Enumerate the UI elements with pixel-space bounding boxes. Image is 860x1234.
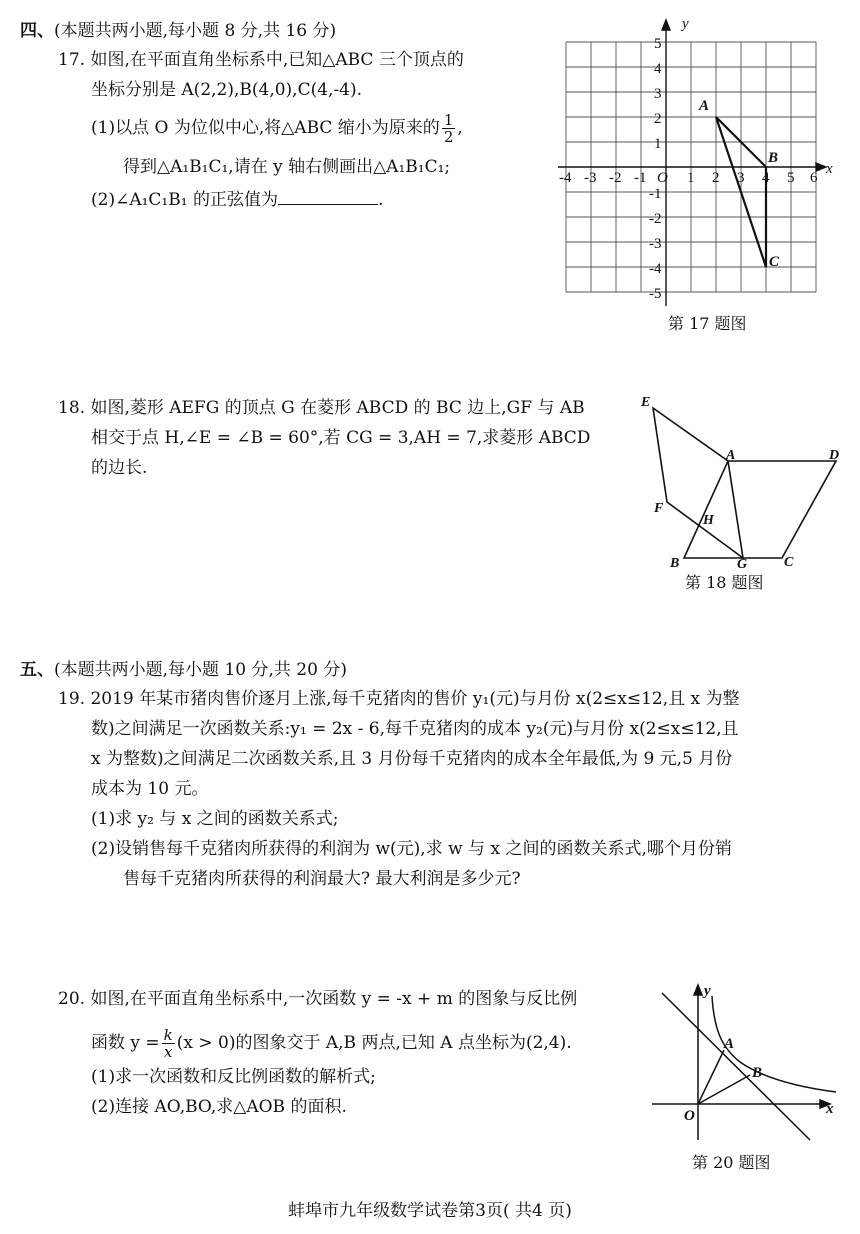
q17-part-1-line-2: 得到△A₁B₁C₁,请在 y 轴右侧画出△A₁B₁C₁; bbox=[123, 157, 451, 177]
fraction-one-half bbox=[442, 112, 456, 145]
q17-part-1-comma: , bbox=[457, 118, 463, 138]
q19-part-1: (1)求 y₂ 与 x 之间的函数关系式; bbox=[91, 809, 339, 829]
section-5-heading bbox=[20, 659, 347, 681]
q17-line-2: 坐标分别是 A(2,2),B(4,0),C(4,-4). bbox=[91, 80, 363, 100]
q18-line-3: 的边长. bbox=[91, 458, 148, 478]
y-tick: -2 bbox=[649, 211, 662, 227]
y-tick: -5 bbox=[649, 286, 662, 302]
fraction-k-over-x bbox=[162, 1027, 175, 1060]
point-b-label: B bbox=[752, 1065, 763, 1081]
point-b-label: B bbox=[670, 556, 680, 570]
q20-line-2-end: (x > 0)的图象交于 A,B 两点,已知 A 点坐标为(2,4). bbox=[176, 1033, 572, 1053]
answer-blank bbox=[278, 188, 378, 205]
x-tick: 1 bbox=[687, 170, 695, 186]
figure-18-caption: 第 18 题图 bbox=[685, 573, 764, 592]
section-5-number: 五、 bbox=[20, 660, 54, 680]
x-tick: 6 bbox=[810, 170, 818, 186]
point-a-label: A bbox=[726, 448, 736, 463]
q19-line-3: x 为整数)之间满足二次函数关系,且 3 月份每千克猪肉的成本全年最低,为 9 元,5 月份 bbox=[91, 749, 733, 769]
q19-line-1: 19. 2019 年某市猪肉售价逐月上涨,每千克猪肉的售价 y₁(元)与月份 x(2≤x≤12,且 x 为整 bbox=[58, 689, 740, 709]
figure-17-caption: 第 17 题图 bbox=[668, 314, 747, 333]
q19-part-2-line-2: 售每千克猪肉所获得的利润最大? 最大利润是多少元? bbox=[123, 869, 521, 889]
vertex-c-label: C bbox=[769, 254, 780, 270]
x-tick: -2 bbox=[609, 170, 622, 186]
point-a-label: A bbox=[724, 1036, 735, 1052]
y-tick: -1 bbox=[649, 186, 662, 202]
point-g-label: G bbox=[737, 557, 748, 570]
page-footer: 蚌埠市九年级数学试卷第3页( 共4 页) bbox=[288, 1201, 572, 1221]
x-tick: -4 bbox=[559, 170, 572, 186]
fraction-denominator: 2 bbox=[443, 128, 454, 146]
y-tick: 3 bbox=[654, 86, 662, 102]
origin-label: O bbox=[684, 1108, 695, 1124]
figure-17-coordinate-grid bbox=[555, 15, 840, 315]
q17-part-2-end: . bbox=[377, 190, 384, 210]
q19-line-2: 数)之间满足一次函数关系:y₁ = 2x - 6,每千克猪肉的成本 y₂(元)与月份 x(2≤x≤12,且 bbox=[91, 719, 739, 739]
x-tick: -3 bbox=[584, 170, 597, 186]
figure-18-rhombus-diagram bbox=[630, 390, 850, 570]
q17-part-2-text: (2)∠A₁C₁B₁ 的正弦值为 bbox=[91, 190, 278, 210]
x-tick: 2 bbox=[712, 170, 720, 186]
x-tick: -1 bbox=[634, 170, 647, 186]
y-tick: 1 bbox=[654, 136, 662, 152]
x-tick: 3 bbox=[737, 170, 745, 186]
x-axis-label: x bbox=[826, 161, 833, 177]
point-c-label: C bbox=[784, 555, 794, 570]
y-tick: 4 bbox=[654, 61, 662, 77]
section-5-description: (本题共两小题,每小题 10 分,共 20 分) bbox=[54, 660, 347, 680]
section-4-heading bbox=[20, 20, 336, 42]
y-tick: 5 bbox=[654, 36, 662, 52]
y-tick: 2 bbox=[654, 111, 662, 127]
y-tick: -4 bbox=[649, 261, 662, 277]
vertex-b-label: B bbox=[768, 150, 779, 166]
y-axis-label: y bbox=[682, 16, 689, 32]
q18-line-2: 相交于点 H,∠E = ∠B = 60°,若 CG = 3,AH = 7,求菱形 ABCD bbox=[91, 428, 591, 448]
q19-part-2-line-1: (2)设销售每千克猪肉所获得的利润为 w(元),求 w 与 x 之间的函数关系式,哪个月份销 bbox=[91, 839, 732, 859]
x-tick: 5 bbox=[787, 170, 795, 186]
q19-line-4: 成本为 10 元。 bbox=[91, 779, 209, 799]
point-d-label: D bbox=[829, 448, 840, 463]
q17-line-1: 17. 如图,在平面直角坐标系中,已知△ABC 三个顶点的 bbox=[58, 50, 464, 70]
point-e-label: E bbox=[641, 395, 651, 410]
section-4-description: (本题共两小题,每小题 8 分,共 16 分) bbox=[54, 21, 337, 41]
figure-20-function-graph bbox=[645, 975, 845, 1155]
origin-label: O bbox=[657, 170, 668, 186]
x-axis-label: x bbox=[826, 1101, 834, 1117]
figure-20-caption: 第 20 题图 bbox=[692, 1153, 771, 1172]
x-tick: 4 bbox=[762, 170, 770, 186]
point-h-label: H bbox=[703, 513, 714, 528]
section-4-number: 四、 bbox=[20, 21, 54, 41]
y-tick: -3 bbox=[649, 236, 662, 252]
q17-part-2 bbox=[91, 188, 383, 211]
fraction-denominator: x bbox=[163, 1043, 173, 1061]
point-f-label: F bbox=[654, 501, 664, 516]
fraction-numerator: k bbox=[163, 1026, 173, 1044]
q20-line-2-start: 函数 y = bbox=[91, 1033, 160, 1053]
fraction-numerator: 1 bbox=[443, 111, 454, 129]
q20-line-1: 20. 如图,在平面直角坐标系中,一次函数 y = -x + m 的图象与反比例 bbox=[58, 989, 578, 1009]
vertex-a-label: A bbox=[699, 98, 710, 114]
q20-part-1: (1)求一次函数和反比例函数的解析式; bbox=[91, 1067, 376, 1087]
y-axis-label: y bbox=[704, 983, 711, 999]
q17-part-1-text: (1)以点 O 为位似中心,将△ABC 缩小为原来的 bbox=[91, 118, 440, 138]
q18-line-1: 18. 如图,菱形 AEFG 的顶点 G 在菱形 ABCD 的 BC 边上,GF 与 AB bbox=[58, 398, 585, 418]
q20-part-2: (2)连接 AO,BO,求△AOB 的面积. bbox=[91, 1097, 347, 1117]
q17-part-1 bbox=[91, 112, 463, 145]
q20-line-2 bbox=[91, 1027, 572, 1060]
